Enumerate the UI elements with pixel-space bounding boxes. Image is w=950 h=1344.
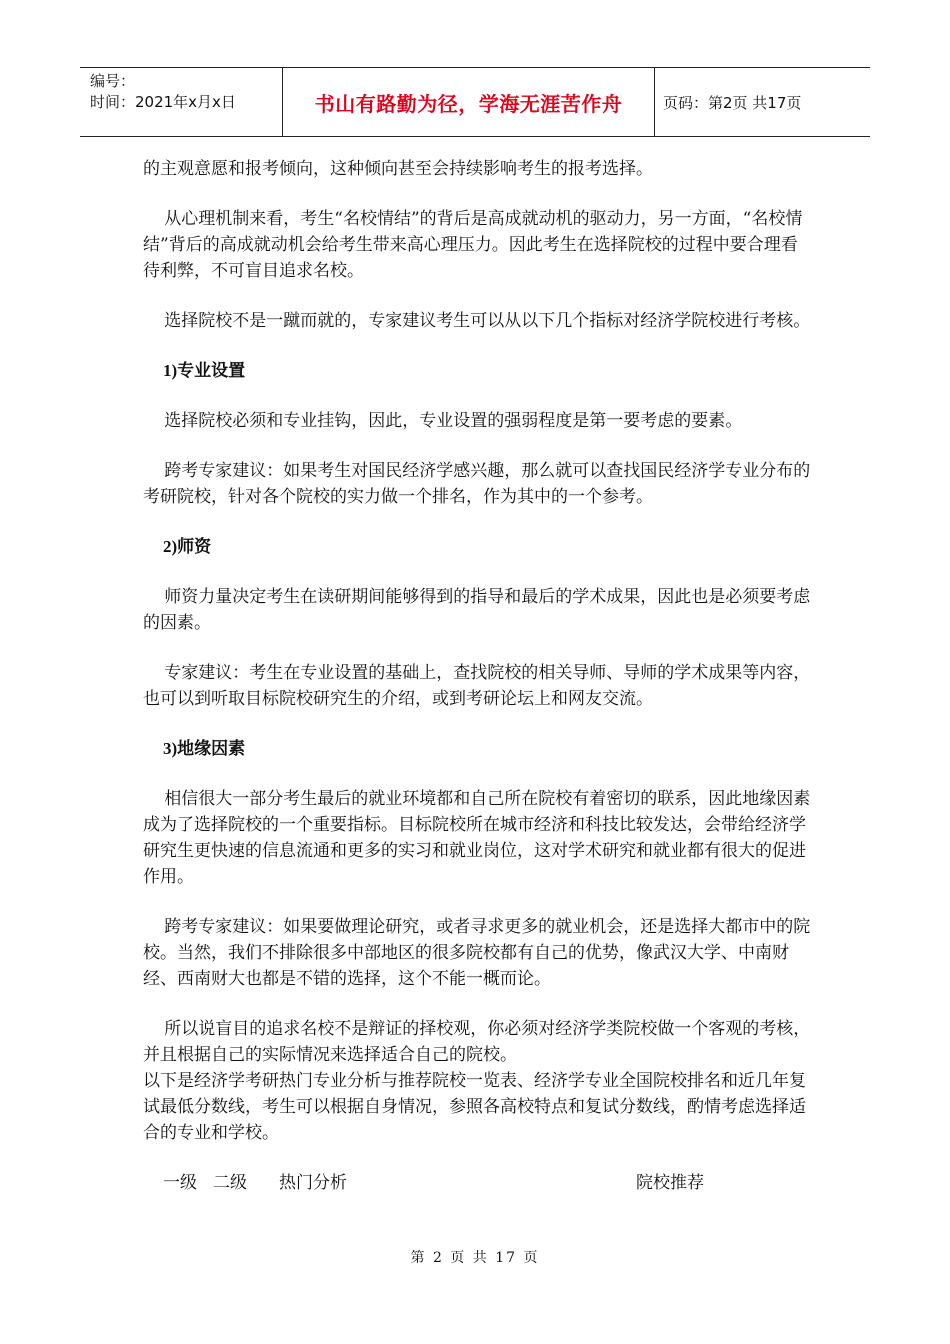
table-col-hot-analysis: 热门分析 (279, 1173, 347, 1193)
table-col-level1: 一级 (163, 1173, 197, 1193)
paragraph-7: 专家建议：考生在专业设置的基础上，查找院校的相关导师、导师的学术成果等内容，也可以到听取目标院校研究生的介绍，或到考研论坛上和网友交流。 (143, 663, 811, 709)
paragraph-9: 跨考专家建议：如果要做理论研究，或者寻求更多的就业机会，还是选择大都市中的院校。当然，我们不排除很多中部地区的很多院校都有自己的优势，像武汉大学、中南财经、西南财大也都是不错的选择，这个不能一概而论。 (143, 917, 811, 989)
paragraph-8: 相信很大一部分考生最后的就业环境都和自己所在院校有着密切的联系，因此地缘因素成为了选择院校的一个重要指标。目标院校所在城市经济和科技比较发达，会带给经济学研究生更快速的信息流通和更多的实习和就业岗位，这对学术研究和就业都有很大的促进作用。 (143, 789, 811, 887)
table-header-row (143, 1170, 813, 1196)
section-heading-2: 2)师资 (163, 537, 212, 556)
header-meta (80, 68, 282, 136)
paragraph-2: 从心理机制来看，考生“名校情结”的背后是高成就动机的驱动力，另一方面，“名校情结”背后的高成就动机会给考生带来高心理压力。因此考生在选择院校的过程中要合理看待利弊，不可盲目追求名校。 (143, 209, 803, 281)
page-header (80, 67, 870, 137)
document-body (143, 156, 813, 1196)
section-heading-1: 1)专业设置 (163, 361, 246, 380)
header-page-info: 页码：第2页 共17页 (663, 93, 802, 112)
paragraph-11: 以下是经济学考研热门专业分析与推荐院校一览表、经济学专业全国院校排名和近几年复试最低分数线，考生可以根据自身情况，参照各高校特点和复试分数线，酌情考虑选择适合的专业和学校。 (143, 1071, 806, 1143)
paragraph-1: 的主观意愿和报考倾向，这种倾向甚至会持续影响考生的报考选择。 (143, 159, 653, 179)
section-heading-3: 3)地缘因素 (163, 739, 246, 758)
header-motto: 书山有路勤为径，学海无涯苦作舟 (282, 68, 655, 136)
paragraph-10: 所以说盲目的追求名校不是辩证的择校观，你必须对经济学类院校做一个客观的考核，并且根据自己的实际情况来选择适合自己的院校。 (143, 1019, 811, 1065)
paragraph-4: 选择院校必须和专业挂钩，因此，专业设置的强弱程度是第一要考虑的要素。 (164, 411, 743, 431)
paragraph-6: 师资力量决定考生在读研期间能够得到的指导和最后的学术成果，因此也是必须要考虑的因素。 (143, 587, 811, 633)
table-col-level2: 二级 (213, 1173, 247, 1193)
paragraph-5: 跨考专家建议：如果考生对国民经济学感兴趣，那么就可以查找国民经济学专业分布的考研院校，针对各个院校的实力做一个排名，作为其中的一个参考。 (143, 461, 811, 507)
page-footer: 第 2 页 共 17 页 (410, 1250, 540, 1266)
header-code-label: 编号： (90, 72, 136, 90)
table-col-school-recommend: 院校推荐 (636, 1173, 704, 1193)
paragraph-3: 选择院校不是一蹴而就的，专家建议考生可以从以下几个指标对经济学院校进行考核。 (164, 311, 811, 331)
header-time-label: 时间：2021年x月x日 (90, 93, 236, 111)
